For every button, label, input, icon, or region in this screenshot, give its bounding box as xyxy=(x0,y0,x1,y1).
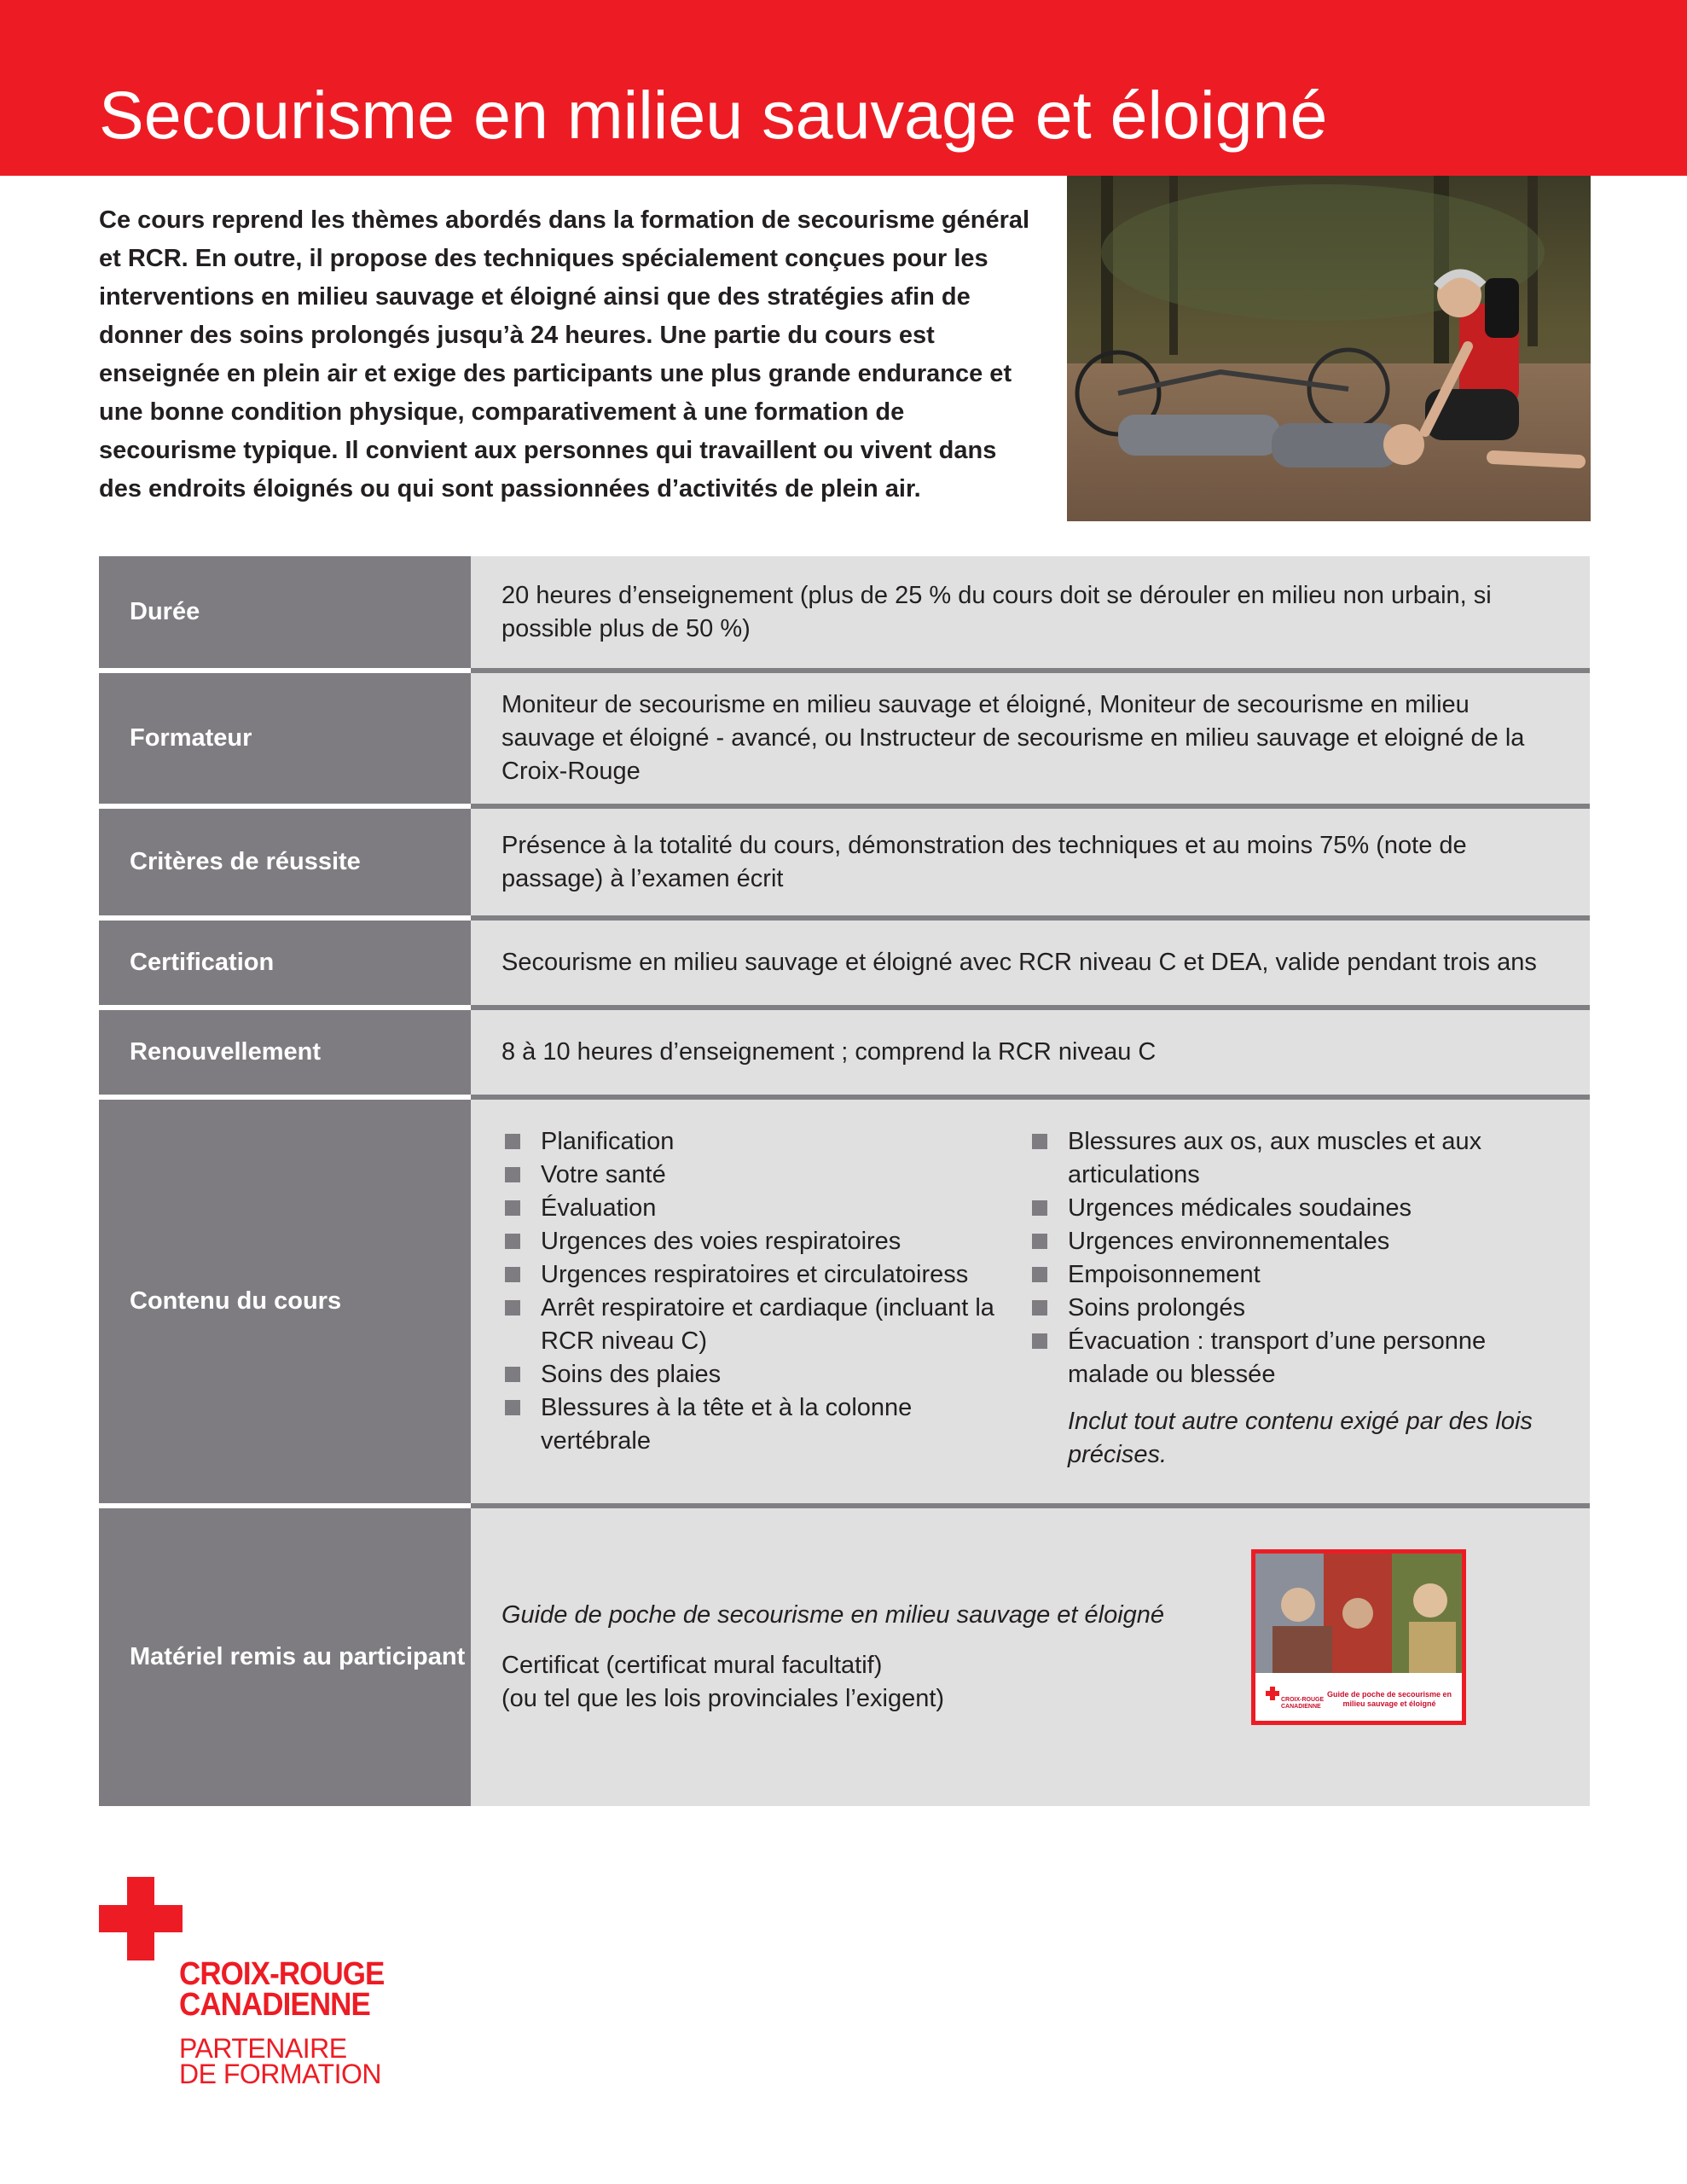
logo-name: CROIX-ROUGE CANADIENNE xyxy=(179,1956,385,2023)
row-value: 20 heures d’enseignement (plus de 25 % du cours doit se dérouler en milieu non urbain, si possible plus de 50 %) xyxy=(471,556,1590,668)
cover-brand: CROIX-ROUGE CANADIENNE xyxy=(1281,1697,1325,1710)
course-info-table xyxy=(99,556,1590,1806)
list-item: Urgences des voies respiratoires xyxy=(501,1225,1029,1258)
row-contenu xyxy=(99,1095,1590,1503)
row-label: Critères de réussite xyxy=(99,804,471,915)
list-item: Arrêt respiratoire et cardiaque (incluant la RCR niveau C) xyxy=(501,1292,1029,1358)
red-cross-icon xyxy=(99,1877,183,1960)
course-content-columns xyxy=(501,1125,1556,1472)
list-item: Empoisonnement xyxy=(1029,1258,1556,1292)
pocket-guide-cover-image xyxy=(1251,1549,1466,1725)
list-item: Urgences respiratoires et circulatoiress xyxy=(501,1258,1029,1292)
row-value: Présence à la totalité du cours, démonstration des techniques et au moins 75% (note de passage) à l’examen écrit xyxy=(471,804,1590,915)
cyclist-first-aid-photo xyxy=(1067,176,1591,521)
row-value: Moniteur de secourisme en milieu sauvage et éloigné, Moniteur de secourisme en milieu sauvage et éloigné - avancé, ou Instructeur de secourisme en milieu sauvage et eloigné de la Croix-Rouge xyxy=(471,668,1590,804)
list-item: Soins des plaies xyxy=(501,1358,1029,1391)
content-note: Inclut tout autre contenu exigé par des lois précises. xyxy=(1068,1408,1533,1468)
course-content-right xyxy=(1029,1125,1556,1472)
logo-tagline: PARTENAIRE DE FORMATION xyxy=(179,2033,381,2089)
row-label: Matériel remis au participant xyxy=(99,1503,471,1806)
list-item: Évacuation : transport d’une personne malade ou blessée xyxy=(1029,1325,1556,1391)
intro-paragraph: Ce cours reprend les thèmes abordés dans la formation de secourisme général et RCR. En outre, il propose des techniques spécialement conçues pour les interventions en milieu sauvage et éloigné ainsi que des stratégies afin de donner des soins prolongés jusqu’à 24 heures. Une partie du cours est enseignée en plein air et exige des participants une plus grande endurance et une bonne condition physique, comparativement à une formation de secourisme typique. Il convient aux personnes qui travaillent ou vivent dans des endroits éloignés ou qui sont passionnées d’activités de plein air. xyxy=(99,206,1030,502)
row-label: Contenu du cours xyxy=(99,1095,471,1503)
materials-guide: Guide de poche de secourisme en milieu sauvage et éloigné xyxy=(501,1601,1165,1629)
row-formateur xyxy=(99,668,1590,804)
page-title: Secourisme en milieu sauvage et éloigné xyxy=(99,77,1328,153)
row-duree xyxy=(99,556,1590,668)
row-value xyxy=(471,1503,1590,1806)
list-item: Urgences médicales soudaines xyxy=(1029,1192,1556,1225)
row-criteres xyxy=(99,804,1590,915)
list-item: Soins prolongés xyxy=(1029,1292,1556,1325)
row-label: Durée xyxy=(99,556,471,668)
row-label: Formateur xyxy=(99,668,471,804)
list-item: Évaluation xyxy=(501,1192,1029,1225)
row-certification xyxy=(99,915,1590,1005)
row-label: Certification xyxy=(99,915,471,1005)
row-value xyxy=(471,1095,1590,1503)
red-cross-icon xyxy=(1266,1687,1279,1700)
list-item: Votre santé xyxy=(501,1159,1029,1192)
row-renouvellement xyxy=(99,1005,1590,1095)
list-item: Urgences environnementales xyxy=(1029,1225,1556,1258)
list-item: Blessures aux os, aux muscles et aux articulations xyxy=(1029,1125,1556,1192)
course-content-left xyxy=(501,1125,1029,1472)
cover-title: Guide de poche de secourisme en milieu sauvage et éloigné xyxy=(1326,1690,1452,1708)
list-item: Planification xyxy=(501,1125,1029,1159)
materials-certificate-note: (ou tel que les lois provinciales l’exigent) xyxy=(501,1685,945,1712)
row-label: Renouvellement xyxy=(99,1005,471,1095)
list-item: Blessures à la tête et à la colonne vertébrale xyxy=(501,1391,1029,1458)
row-materiel xyxy=(99,1503,1590,1806)
materials-certificate: Certificat (certificat mural facultatif) xyxy=(501,1652,883,1679)
row-value: Secourisme en milieu sauvage et éloigné avec RCR niveau C et DEA, valide pendant trois ans xyxy=(471,915,1590,1005)
row-value: 8 à 10 heures d’enseignement ; comprend la RCR niveau C xyxy=(471,1005,1590,1095)
